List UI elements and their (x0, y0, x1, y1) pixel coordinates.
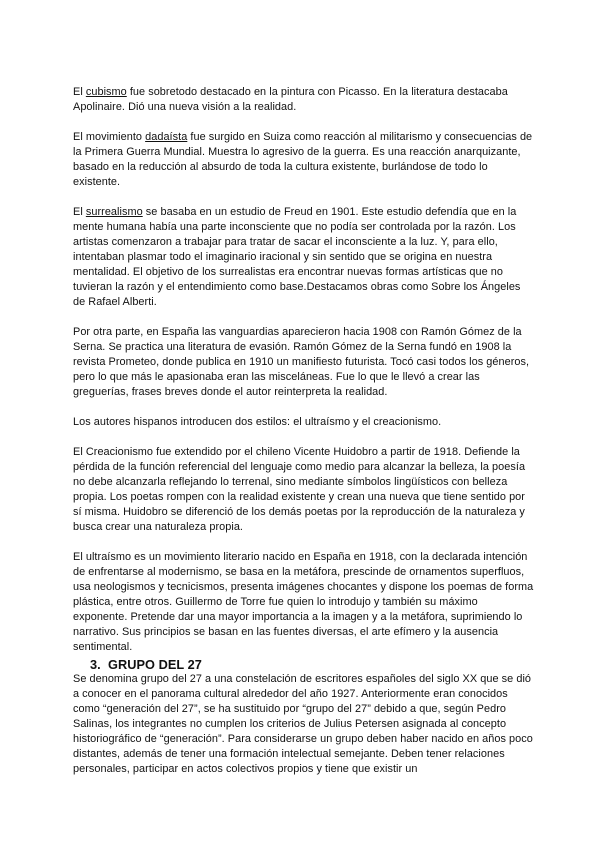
paragraph-dadaismo (73, 130, 535, 190)
paragraph-estilos: Los autores hispanos introducen dos estilos: el ultraísmo y el creacionismo. (73, 416, 442, 428)
term-cubismo: cubismo (85, 86, 127, 98)
paragraph-vanguardias-espana: Por otra parte, en España las vanguardias aparecieron hacia 1908 con Ramón Gómez de la Serna. Se practica una literatura de evasión. Ramón Gómez de la Serna fundó en 1908 la revista Prometeo, donde publica en 1910 un manifiesto futurista. Tocó casi todos los géneros, pero lo que más le apasionaba eran las misceláneas. Fue lo que le llevó a crear las greguerías, frases breves donde el autor reinterpreta la realidad. (73, 326, 530, 398)
paragraph-text: El movimiento (73, 131, 146, 143)
paragraph-cubismo (73, 85, 535, 115)
paragraph-text: fue surgido en Suiza como reacción al militarismo y consecuencias de la Primera Guerra Mundial. Muestra lo agresivo de la guerra. Es una reacción anarquizante, basado en la reducción al absurdo de toda la cultura existente, burlándose de todo lo existente. (73, 131, 533, 188)
section-number: 3. (90, 657, 101, 672)
document-page (73, 85, 535, 777)
paragraph-ultraismo: El ultraísmo es un movimiento literario nacido en España en 1918, con la declarada intención de enfrentarse al modernismo, se basa en la metáfora, prescinde de ornamentos superfluos, usa neologismos y tecnicismos, presenta imágenes chocantes y dispone los poemas de forma plástica, entre otros. Guillermo de Torre fue quien lo introdujo y también su máximo exponente. Pretende dar una mayor importancia a la imagen y a la metáfora, suprimiendo lo narrativo. Sus principios se basan en las fuentes diversas, el arte efímero y la ausencia sentimental. (73, 551, 534, 653)
section-title: GRUPO DEL 27 (108, 657, 202, 672)
paragraph-surrealismo (73, 205, 535, 310)
paragraph-text: El (73, 206, 86, 218)
section-heading (73, 658, 535, 672)
paragraph-text: El (73, 86, 86, 98)
term-dadaista: dadaísta (145, 131, 188, 143)
paragraph-text: fue sobretodo destacado en la pintura con Picasso. En la literatura destacaba Apolinaire. Dió una nueva visión a la realidad. (73, 86, 508, 113)
paragraph-text: se basaba en un estudio de Freud en 1901. Este estudio defendía que en la mente humana había una parte inconsciente que no podía ser controlada por la razón. Los artistas comenzaron a trabajar para tratar de sacar el inconsciente a la luz. Y, para ello, intentaban plasmar todo el imaginario iracional y sin sentido que se origina en nuestra mentalidad. El objetivo de los surrealistas era encontrar nuevas formas artísticas que no tuvieran la razón y el entendimiento como base.Destacamos obras como Sobre los Ángeles de Rafael Alberti. (73, 206, 521, 308)
paragraph-grupo-27: Se denomina grupo del 27 a una constelación de escritores españoles del siglo XX que se dió a conocer en el panorama cultural alrededor del año 1927. Anteriormente eran conocidos como “generación del 27”, se ha sustituido por “grupo del 27” debido a que, según Pedro Salinas, los integrantes no cumplen los criterios de Julius Petersen asignada al concepto historiográfico de “generación”. Para considerarse un grupo deben haber nacido en años poco distantes, además de tener una formación intelectual semejante. Deben tener relaciones personales, participar en actos colectivos propios y tiene que existir un (73, 673, 533, 775)
paragraph-creacionismo: El Creacionismo fue extendido por el chileno Vicente Huidobro a partir de 1918. Defiende la pérdida de la función referencial del lenguaje como medio para alcanzar la belleza, la poesía no debe alcanzarla reflejando lo terrenal, sino mediante símbolos lingüísticos con belleza propia. Los poetas rompen con la realidad existente y crean una nueva que tiene sentido por sí misma. Huidobro se diferenció de los demás poetas por la reproducción de la naturaleza y busca crear una naturaleza propia. (73, 446, 526, 533)
term-surrealismo: surrealismo (85, 206, 143, 218)
